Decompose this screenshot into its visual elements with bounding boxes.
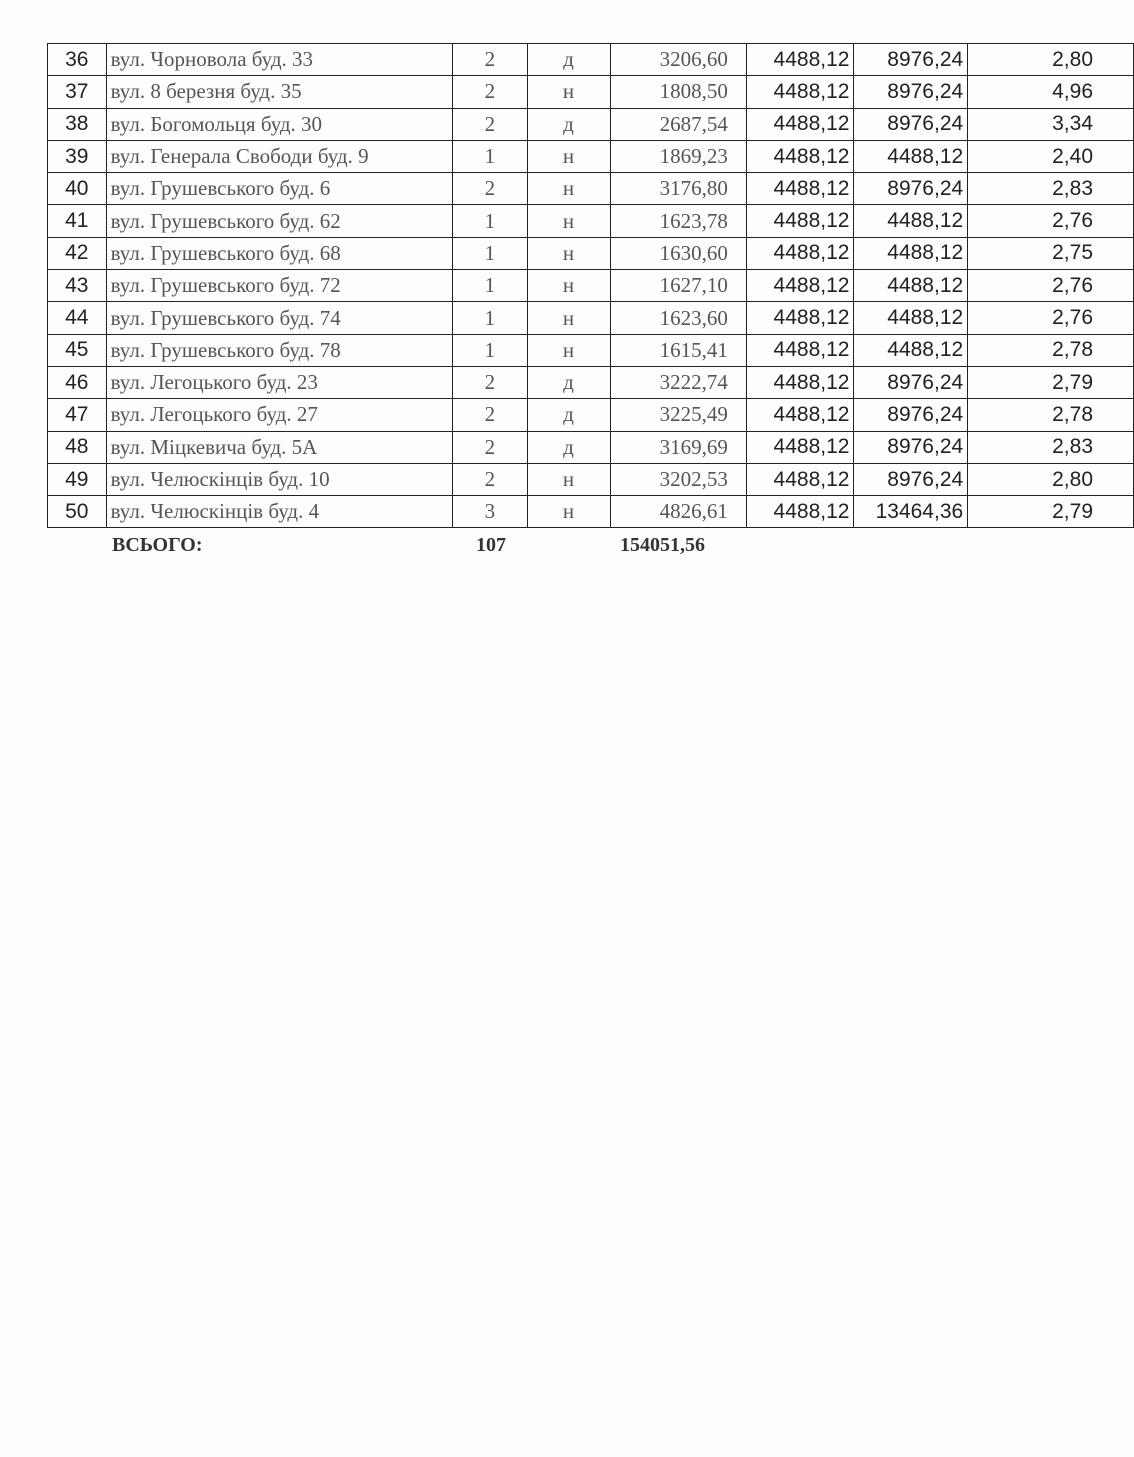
cell-ratio: 2,79 [968, 496, 1134, 528]
table-row [48, 108, 1134, 140]
cell-amount: 4488,12 [854, 140, 968, 172]
cell-rate: 4488,12 [746, 399, 854, 431]
cell-amount: 8976,24 [854, 108, 968, 140]
cell-area: 1623,78 [610, 205, 746, 237]
cell-rate: 4488,12 [746, 334, 854, 366]
cell-area: 4826,61 [610, 496, 746, 528]
cell-count: 1 [453, 270, 527, 302]
cell-rate: 4488,12 [746, 140, 854, 172]
cell-count: 1 [453, 302, 527, 334]
cell-amount: 8976,24 [854, 44, 968, 76]
cell-address: вул. Легоцького буд. 23 [106, 366, 453, 398]
cell-amount: 13464,36 [854, 496, 968, 528]
cell-type: н [527, 270, 610, 302]
table-row [48, 366, 1134, 398]
cell-count: 2 [453, 173, 527, 205]
cell-ratio: 2,75 [968, 237, 1134, 269]
cell-address: вул. 8 березня буд. 35 [106, 76, 453, 108]
cell-area: 3169,69 [610, 431, 746, 463]
cell-address: вул. Грушевського буд. 72 [106, 270, 453, 302]
cell-amount: 4488,12 [854, 237, 968, 269]
cell-row-number: 39 [48, 140, 107, 172]
cell-count: 2 [453, 44, 527, 76]
cell-count: 1 [453, 205, 527, 237]
cell-amount: 8976,24 [854, 366, 968, 398]
cell-amount: 4488,12 [854, 205, 968, 237]
table-row [48, 431, 1134, 463]
cell-ratio: 2,76 [968, 302, 1134, 334]
cell-address: вул. Грушевського буд. 6 [106, 173, 453, 205]
cell-row-number: 41 [48, 205, 107, 237]
total-count: 107 [476, 534, 506, 556]
cell-type: н [527, 463, 610, 495]
cell-address: вул. Грушевського буд. 62 [106, 205, 453, 237]
cell-ratio: 2,78 [968, 399, 1134, 431]
cell-area: 1627,10 [610, 270, 746, 302]
cell-address: вул. Грушевського буд. 68 [106, 237, 453, 269]
cell-count: 1 [453, 237, 527, 269]
cell-row-number: 49 [48, 463, 107, 495]
cell-address: вул. Челюскінців буд. 10 [106, 463, 453, 495]
cell-amount: 8976,24 [854, 463, 968, 495]
total-label: ВСЬОГО: [112, 534, 203, 556]
cell-ratio: 2,83 [968, 173, 1134, 205]
table-row [48, 237, 1134, 269]
cell-amount: 8976,24 [854, 431, 968, 463]
cell-area: 1615,41 [610, 334, 746, 366]
cell-amount: 4488,12 [854, 302, 968, 334]
cell-rate: 4488,12 [746, 463, 854, 495]
table-row [48, 270, 1134, 302]
cell-type: н [527, 334, 610, 366]
cell-area: 3202,53 [610, 463, 746, 495]
cell-count: 1 [453, 334, 527, 366]
cell-type: н [527, 173, 610, 205]
cell-rate: 4488,12 [746, 76, 854, 108]
data-table [47, 43, 1134, 528]
cell-ratio: 2,79 [968, 366, 1134, 398]
cell-ratio: 3,34 [968, 108, 1134, 140]
cell-type: д [527, 431, 610, 463]
cell-row-number: 46 [48, 366, 107, 398]
cell-area: 1623,60 [610, 302, 746, 334]
cell-amount: 8976,24 [854, 76, 968, 108]
cell-type: н [527, 237, 610, 269]
cell-row-number: 47 [48, 399, 107, 431]
table-row [48, 463, 1134, 495]
cell-rate: 4488,12 [746, 237, 854, 269]
cell-amount: 4488,12 [854, 270, 968, 302]
cell-ratio: 4,96 [968, 76, 1134, 108]
cell-type: д [527, 399, 610, 431]
cell-type: д [527, 366, 610, 398]
cell-row-number: 40 [48, 173, 107, 205]
cell-address: вул. Челюскінців буд. 4 [106, 496, 453, 528]
table-row [48, 334, 1134, 366]
cell-type: д [527, 44, 610, 76]
cell-ratio: 2,80 [968, 463, 1134, 495]
cell-count: 1 [453, 140, 527, 172]
cell-address: вул. Богомольця буд. 30 [106, 108, 453, 140]
cell-area: 3206,60 [610, 44, 746, 76]
cell-area: 3176,80 [610, 173, 746, 205]
cell-row-number: 50 [48, 496, 107, 528]
table-row [48, 302, 1134, 334]
cell-amount: 8976,24 [854, 173, 968, 205]
cell-address: вул. Грушевського буд. 74 [106, 302, 453, 334]
cell-row-number: 44 [48, 302, 107, 334]
cell-address: вул. Міцкевича буд. 5А [106, 431, 453, 463]
cell-area: 3225,49 [610, 399, 746, 431]
cell-amount: 8976,24 [854, 399, 968, 431]
cell-count: 2 [453, 76, 527, 108]
cell-row-number: 42 [48, 237, 107, 269]
table-row [48, 399, 1134, 431]
cell-area: 1869,23 [610, 140, 746, 172]
cell-row-number: 36 [48, 44, 107, 76]
table-row [48, 496, 1134, 528]
cell-row-number: 48 [48, 431, 107, 463]
total-area: 154051,56 [620, 534, 705, 556]
table-row [48, 44, 1134, 76]
cell-address: вул. Чорновола буд. 33 [106, 44, 453, 76]
cell-address: вул. Грушевського буд. 78 [106, 334, 453, 366]
cell-type: д [527, 108, 610, 140]
cell-ratio: 2,40 [968, 140, 1134, 172]
table-row [48, 173, 1134, 205]
cell-area: 3222,74 [610, 366, 746, 398]
cell-rate: 4488,12 [746, 205, 854, 237]
table-row [48, 76, 1134, 108]
cell-row-number: 38 [48, 108, 107, 140]
cell-type: н [527, 140, 610, 172]
cell-ratio: 2,76 [968, 270, 1134, 302]
cell-rate: 4488,12 [746, 44, 854, 76]
cell-ratio: 2,80 [968, 44, 1134, 76]
cell-type: н [527, 205, 610, 237]
cell-count: 3 [453, 496, 527, 528]
cell-amount: 4488,12 [854, 334, 968, 366]
cell-ratio: 2,76 [968, 205, 1134, 237]
cell-type: н [527, 496, 610, 528]
cell-rate: 4488,12 [746, 366, 854, 398]
cell-rate: 4488,12 [746, 431, 854, 463]
cell-rate: 4488,12 [746, 108, 854, 140]
cell-row-number: 43 [48, 270, 107, 302]
cell-count: 2 [453, 366, 527, 398]
cell-ratio: 2,78 [968, 334, 1134, 366]
cell-count: 2 [453, 108, 527, 140]
cell-rate: 4488,12 [746, 270, 854, 302]
cell-count: 2 [453, 399, 527, 431]
cell-row-number: 45 [48, 334, 107, 366]
cell-count: 2 [453, 463, 527, 495]
cell-row-number: 37 [48, 76, 107, 108]
cell-ratio: 2,83 [968, 431, 1134, 463]
cell-count: 2 [453, 431, 527, 463]
table-row [48, 140, 1134, 172]
cell-rate: 4488,12 [746, 173, 854, 205]
cell-type: н [527, 76, 610, 108]
cell-area: 1630,60 [610, 237, 746, 269]
table-row [48, 205, 1134, 237]
cell-address: вул. Генерала Свободи буд. 9 [106, 140, 453, 172]
cell-area: 2687,54 [610, 108, 746, 140]
cell-type: н [527, 302, 610, 334]
cell-area: 1808,50 [610, 76, 746, 108]
cell-address: вул. Легоцького буд. 27 [106, 399, 453, 431]
cell-rate: 4488,12 [746, 302, 854, 334]
cell-rate: 4488,12 [746, 496, 854, 528]
